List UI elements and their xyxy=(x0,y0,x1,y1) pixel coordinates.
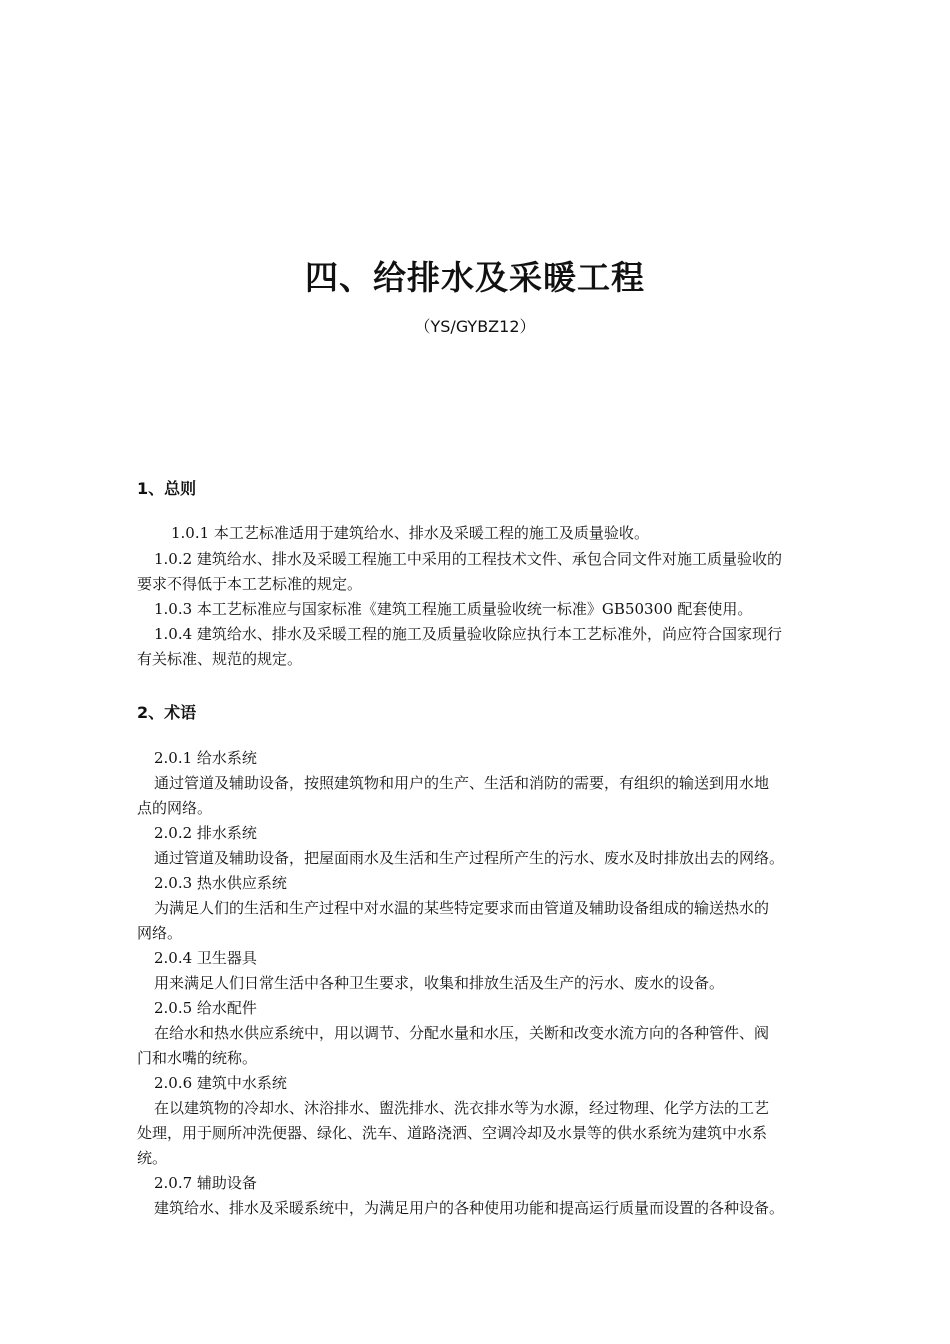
page-title: 四、给排水及采暖工程 xyxy=(305,258,645,297)
term-definition: 门和水嘴的统称。 xyxy=(137,1049,258,1067)
standard-code: （YS/GYBZ12） xyxy=(414,317,536,336)
term-definition: 建筑给水、排水及采暖系统中，为满足用户的各种使用功能和提高运行质量而设置的各种设备。 xyxy=(154,1199,785,1217)
paragraph-line: 1.0.3 本工艺标准应与国家标准《建筑工程施工质量验收统一标准》GB50300 配套使用。 xyxy=(154,600,753,618)
paragraph-line: 有关标准、规范的规定。 xyxy=(137,650,303,668)
paragraph-line: 1.0.4 建筑给水、排水及采暖工程的施工及质量验收除应执行本工艺标准外，尚应符合国家现行 xyxy=(154,625,782,643)
term-definition: 处理，用于厕所冲洗便器、绿化、洗车、道路浇洒、空调冷却及水景等的供水系统为建筑中水系 xyxy=(137,1124,768,1142)
term-definition: 统。 xyxy=(137,1149,168,1167)
term-title: 2.0.2 排水系统 xyxy=(154,824,257,842)
paragraph-line: 要求不得低于本工艺标准的规定。 xyxy=(137,575,363,593)
term-title: 2.0.4 卫生器具 xyxy=(154,949,257,967)
section-heading-terms: 2、术语 xyxy=(137,703,197,722)
term-definition: 点的网络。 xyxy=(137,799,213,817)
section-heading-general: 1、总则 xyxy=(137,479,197,498)
term-definition: 为满足人们的生活和生产过程中对水温的某些特定要求而由管道及辅助设备组成的输送热水的 xyxy=(154,899,770,917)
term-title: 2.0.3 热水供应系统 xyxy=(154,874,287,892)
term-definition: 通过管道及辅助设备，按照建筑物和用户的生产、生活和消防的需要，有组织的输送到用水地 xyxy=(154,774,770,792)
term-definition: 用来满足人们日常生活中各种卫生要求，收集和排放生活及生产的污水、废水的设备。 xyxy=(154,974,725,992)
term-definition: 在以建筑物的冷却水、沐浴排水、盥洗排水、洗衣排水等为水源，经过物理、化学方法的工艺 xyxy=(154,1099,770,1117)
term-definition: 通过管道及辅助设备，把屋面雨水及生活和生产过程所产生的污水、废水及时排放出去的网络。 xyxy=(154,849,785,867)
term-title: 2.0.7 辅助设备 xyxy=(154,1174,257,1192)
term-title: 2.0.5 给水配件 xyxy=(154,999,257,1017)
paragraph-line: 1.0.2 建筑给水、排水及采暖工程施工中采用的工程技术文件、承包合同文件对施工质量验收的 xyxy=(154,550,782,568)
paragraph-line: 1.0.1 本工艺标准适用于建筑给水、排水及采暖工程的施工及质量验收。 xyxy=(171,524,649,542)
term-title: 2.0.6 建筑中水系统 xyxy=(154,1074,287,1092)
term-definition: 在给水和热水供应系统中，用以调节、分配水量和水压，关断和改变水流方向的各种管件、阀 xyxy=(154,1024,770,1042)
term-title: 2.0.1 给水系统 xyxy=(154,749,257,767)
term-definition: 网络。 xyxy=(137,924,183,942)
